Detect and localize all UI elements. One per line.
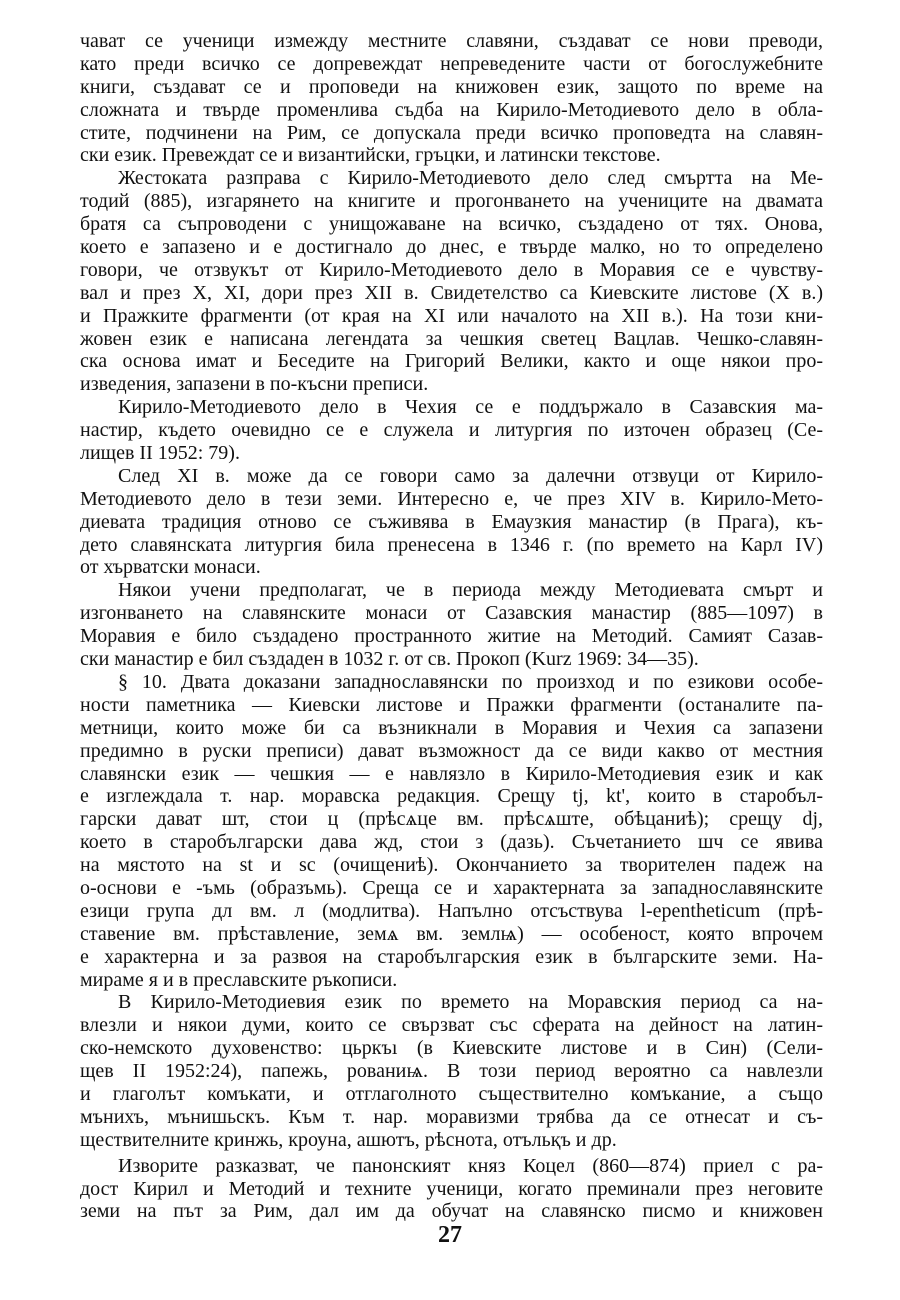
text-line: братя са съпроводени с унищожаване на всичко, създадено от тях. Онова, [80,213,823,236]
text-line: като преди всичко се допревеждат непреведените части от богослужебните [80,52,823,75]
page-body-text [80,30,823,1223]
text-line: ска основа имат и Беседите на Григорий Велики, както и още някои про- [80,350,823,373]
text-line: ски език. Превеждат се и византийски, гръцки, и латински текстове. [80,144,661,167]
text-line: Някои учени предполагат, че в периода между Методиевата смърт и [118,579,823,602]
text-line: което в старобългарски дава жд, стои з (дазь). Съчетанието шч се явива [80,831,823,854]
text-line: тодий (885), изгарянето на книгите и прогонването на учениците на двамата [80,190,823,213]
text-line: говори, че отзвукът от Кирило-Методиевото дело в Моравия се е чувству- [80,258,823,281]
text-line: дост Кирил и Методий и техните ученици, когато преминали през неговите [80,1177,823,1200]
paragraph [80,1155,823,1224]
paragraph [80,30,823,167]
text-line: диевата традиция отново се съживява в Емаузкия манастир (в Прага), къ- [80,510,823,533]
text-line: Методиевото дело в тези земи. Интересно е, че през XIV в. Кирило-Мето- [80,487,823,510]
text-line: Жестоката разправа с Кирило-Методиевото дело след смъртта на Ме- [118,167,823,190]
text-line: и глаголът комъкати, и отглаголното съществително комъкание, а също [80,1082,823,1105]
text-line: мънихъ, мънишьскъ. Към т. нар. моравизми трябва да се отнесат и съ- [80,1105,823,1128]
text-line: Моравия е било създадено пространното житие на Методий. Самият Сазав- [80,625,823,648]
text-line: лищев II 1952: 79). [80,442,240,465]
text-line: о-основи е -ъмь (образъмь). Среща се и характерната за западнославянските [80,876,823,899]
text-line: метници, които може би са възникнали в Моравия и Чехия са запазени [80,716,823,739]
paragraph [80,671,823,991]
text-line: дето славянската литургия била пренесена в 1346 г. (по времето на Карл IV) [80,533,823,556]
text-line: В Кирило-Методиевия език по времето на Моравския период са на- [118,991,823,1014]
text-line: е изглеждала т. нар. моравска редакция. Срещу tj, kt', които в старобъл- [80,785,823,808]
text-line: земи на път за Рим, дал им да обучат на славянско писмо и книжовен [80,1200,823,1223]
text-line: чават се ученици измежду местните славяни, създават се нови преводи, [80,30,823,52]
text-line: на мястото на st и sc (очищениѣ). Окончанието за творителен падеж на [80,854,823,877]
text-line: ществителните кринжь, кроуна, ашютъ, рѣснота, отъльқъ и др. [80,1128,617,1151]
text-line: § 10. Двата доказани западнославянски по произход и по езикови особе- [118,670,823,693]
text-line: Изворите разказват, че панонският княз Коцел (860—874) приел с ра- [118,1154,823,1177]
paragraph [80,579,823,671]
text-line: ски манастир е бил създаден в 1032 г. от св. Прокоп (Kurz 1969: 34—35). [80,648,699,671]
text-line: сложната и твърде променлива съдба на Кирило-Методиевото дело в обла- [80,98,823,121]
text-line: гарски дават шт, стои ц (прѣсѧце вм. прѣсѧште, обѣцаниѣ); срещу dj, [80,808,823,831]
text-line: ставение вм. прѣставление, земѧ вм. землѩ) — особеност, която впрочем [80,922,823,945]
text-line: изгонването на славянските монаси от Сазавския манастир (885—1097) в [80,602,823,625]
text-line: ско-немското духовенство: цьркъı (в Киевските листове и в Син) (Сели- [80,1037,823,1060]
text-line: славянски език — чешкия — е навлязло в Кирило-Методиевия език и как [80,762,823,785]
text-line: Кирило-Методиевото дело в Чехия се е поддържало в Сазавския ма- [118,396,823,419]
text-line: жовен език е написана легендата за чешкия светец Вацлав. Чешко-славян- [80,327,823,350]
page-number: 27 [438,1222,462,1248]
text-line: настир, където очевидно се е служела и литургия по източен образец (Се- [80,419,823,442]
text-line: щев II 1952:24), папежь, рованиѩ. В този период вероятно са навлезли [80,1060,823,1083]
text-line: мираме я и в преславските ръкописи. [80,968,398,991]
paragraph [80,396,823,465]
text-line: След XI в. може да се говори само за далечни отзвуци от Кирило- [118,464,823,487]
text-line: вал и през X, XI, дори през XII в. Свидетелство са Киевските листове (X в.) [80,281,823,304]
text-line: и Пражките фрагменти (от края на XI или началото на XII в.). На този кни- [80,304,823,327]
text-line: от хърватски монаси. [80,556,261,579]
text-line: предимно в руски преписи) дават възможност да се види какво от местния [80,739,823,762]
paragraph [80,167,823,396]
text-line: ности паметника — Киевски листове и Пражки фрагменти (останалите па- [80,693,823,716]
text-line: изведения, запазени в по-късни преписи. [80,373,429,396]
paragraph [80,465,823,579]
text-line: влезли и някои думи, които се свързват със сферата на дейност на латин- [80,1014,823,1037]
text-line: което е запазено и е достигнало до днес, е твърде малко, но то определено [80,236,823,259]
text-line: книги, създават се и проповеди на книжовен език, защото по време на [80,75,823,98]
text-line: стите, подчинени на Рим, се допускала преди всичко проповедта на славян- [80,121,823,144]
text-line: езици група дл вм. л (модлитва). Напълно отсъствува l-epentheticum (прѣ- [80,899,823,922]
text-line: е характерна и за развоя на старобългарския език в българските земи. На- [80,945,823,968]
paragraph [80,991,823,1151]
